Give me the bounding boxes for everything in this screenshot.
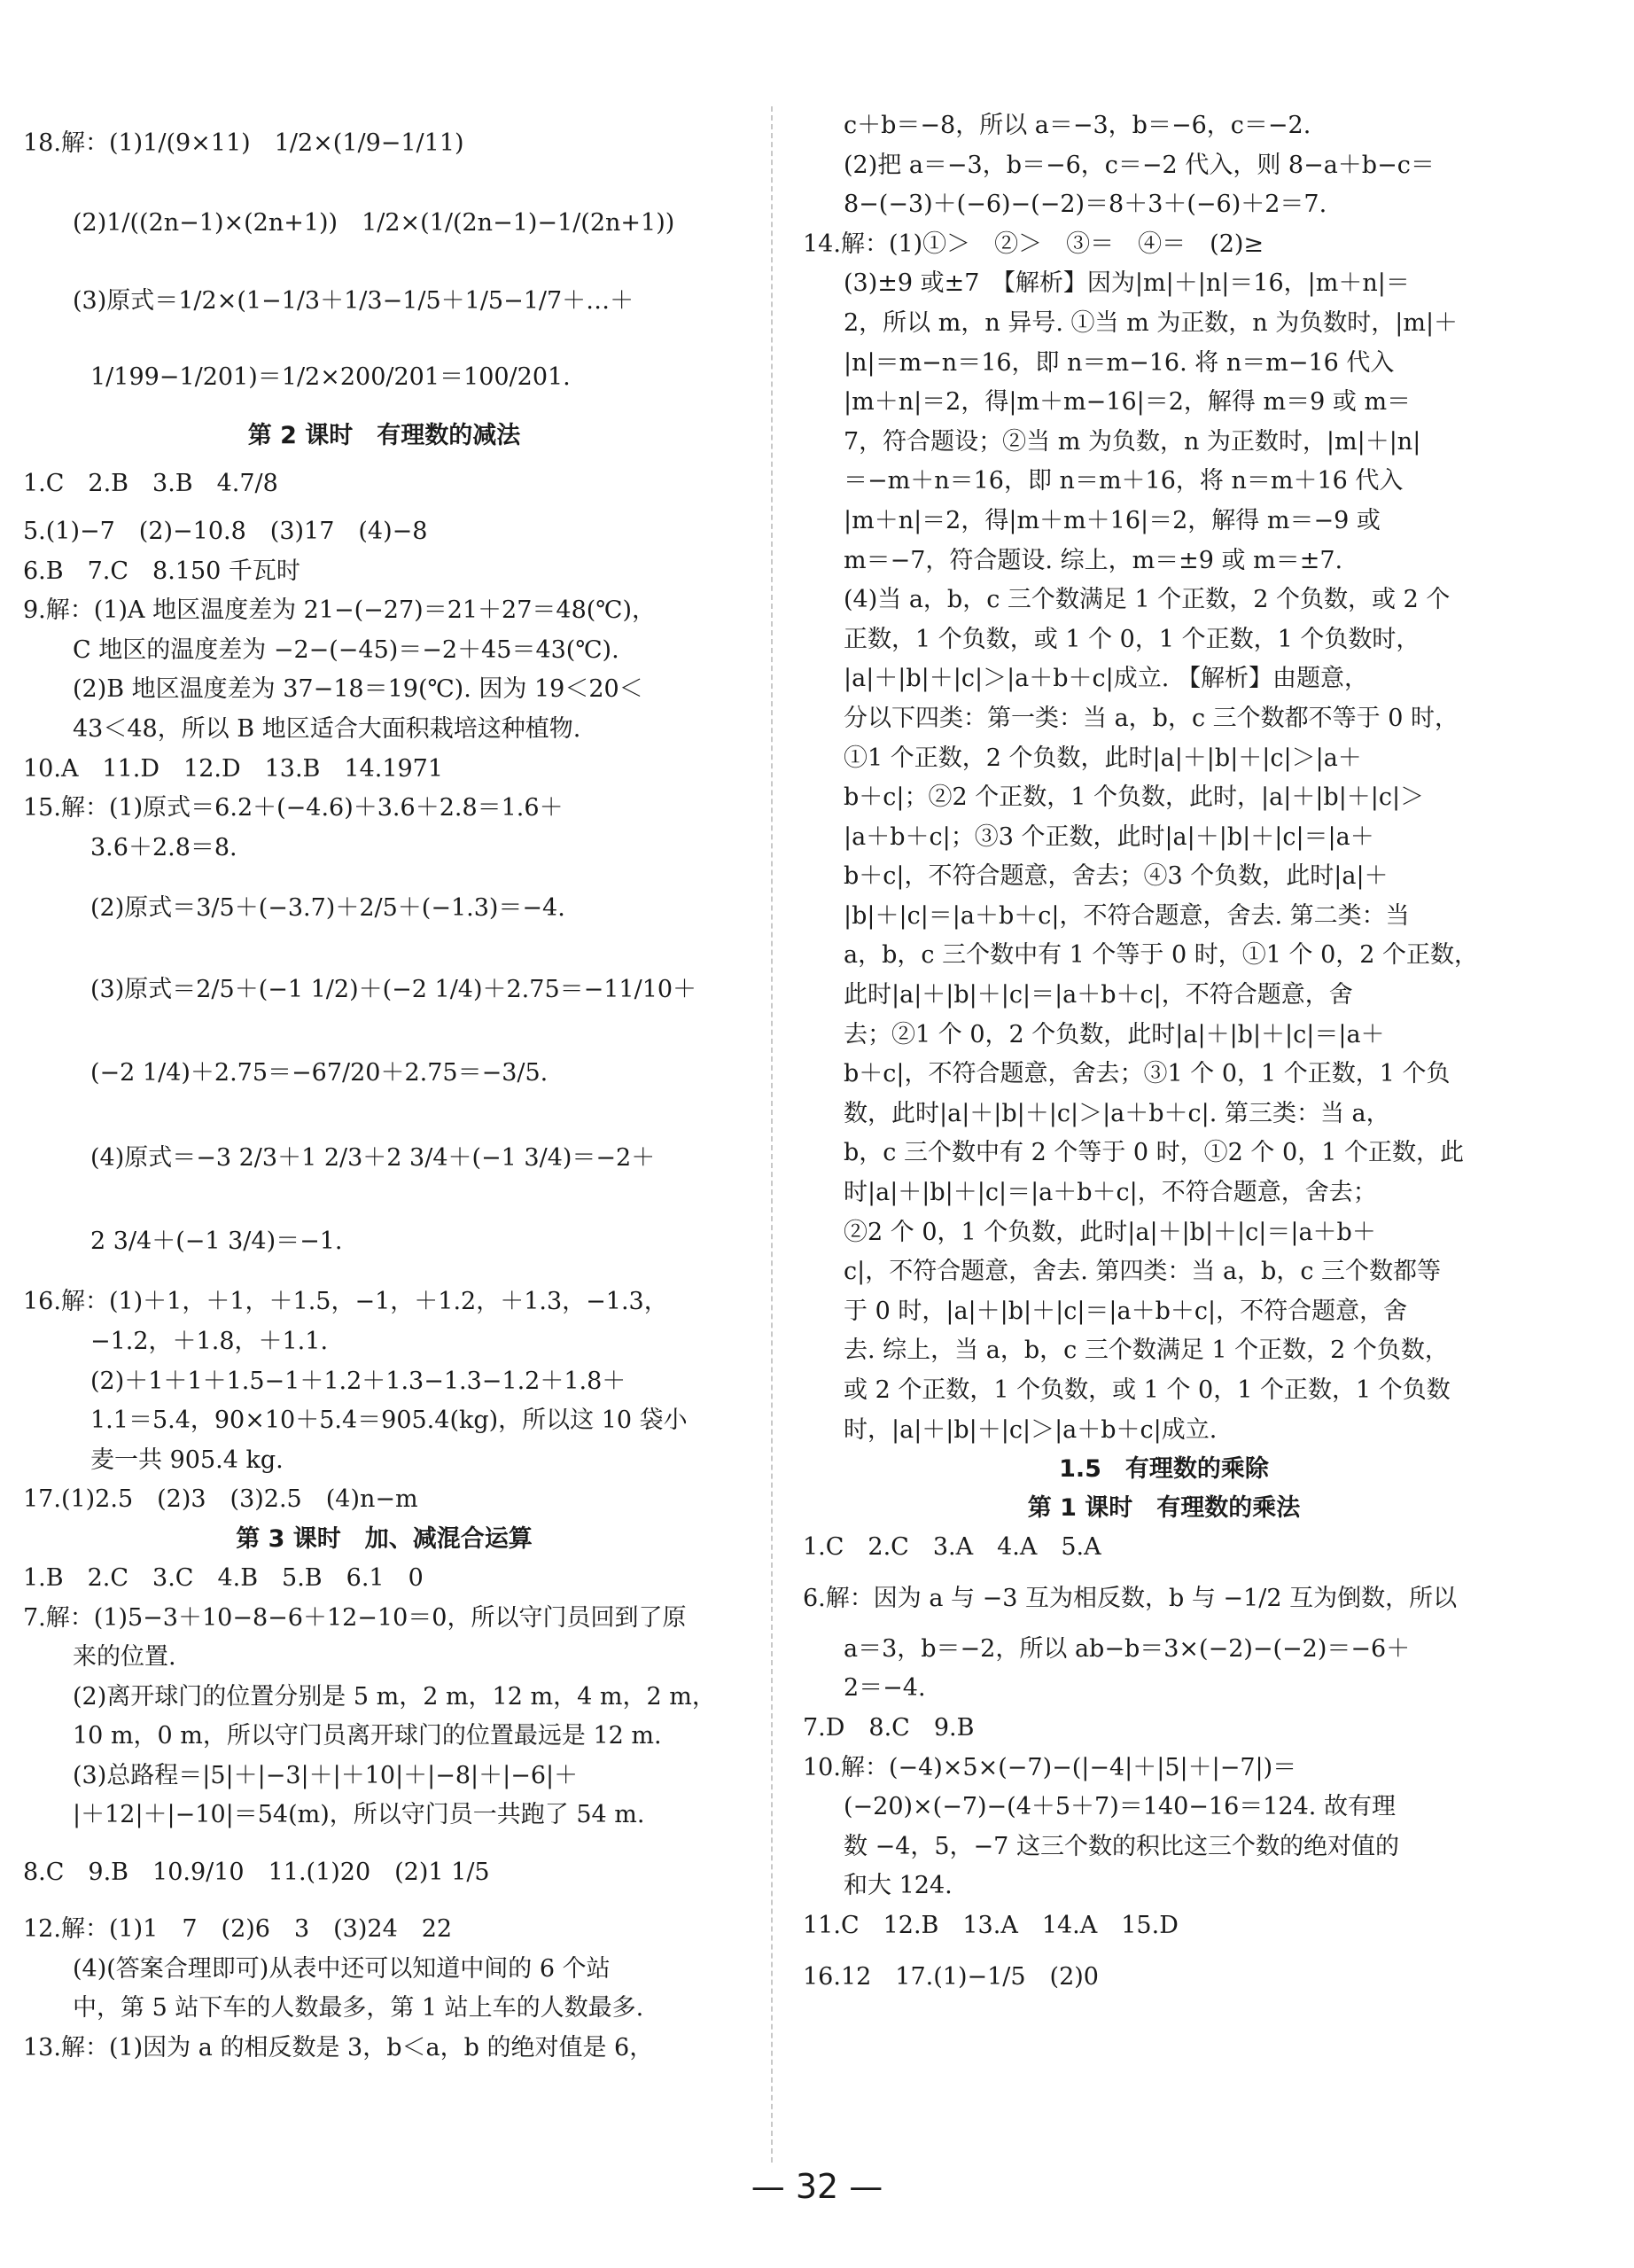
text-line: 1.B 2.C 3.C 4.B 5.B 6.1 0 <box>23 1563 424 1592</box>
text-line: 2 3/4＋(−1 3/4)＝−1. <box>90 1228 343 1256</box>
text-line: 17.(1)2.5 (2)3 (3)2.5 (4)n−m <box>23 1485 418 1514</box>
column-divider <box>771 106 773 2163</box>
text-line: 正数，1 个负数，或 1 个 0，1 个正数，1 个负数时， <box>844 625 1420 653</box>
text-line: b，c 三个数中有 2 个等于 0 时，①2 个 0，1 个正数，此 <box>844 1139 1464 1167</box>
text-line: 分以下四类：第一类：当 a，b，c 三个数都不等于 0 时， <box>844 704 1459 732</box>
text-line: 7，符合题设；②当 m 为负数，n 为正数时，|m|＋|n| <box>844 427 1421 456</box>
text-line: 16.解：(1)＋1，＋1，＋1.5，−1，＋1.2，＋1.3，−1.3， <box>23 1288 668 1316</box>
text-line: 去. 综上，当 a，b，c 三个数满足 1 个正数，2 个负数， <box>844 1337 1449 1365</box>
text-line: b＋c|；②2 个正数，1 个负数，此时，|a|＋|b|＋|c|＞ <box>844 783 1425 812</box>
text-line: 1.C 2.B 3.B 4.7/8 <box>23 470 278 497</box>
text-line: 麦一共 905.4 kg. <box>90 1446 284 1474</box>
text-line: (4)原式＝−3 2/3＋1 2/3＋2 3/4＋(−1 3/4)＝−2＋ <box>90 1144 656 1173</box>
text-line: 6.解：因为 a 与 −3 互为相反数，b 与 −1/2 互为倒数，所以 <box>803 1584 1458 1612</box>
text-line: |a＋b＋c|；③3 个正数，此时|a|＋|b|＋|c|＝|a＋ <box>844 822 1374 851</box>
text-line: 16.12 17.(1)−1/5 (2)0 <box>803 1962 1099 1991</box>
text-line: 10.A 11.D 12.D 13.B 14.1971 <box>23 754 444 783</box>
text-line: 此时|a|＋|b|＋|c|＝|a＋b＋c|，不符合题意，舍 <box>844 981 1353 1009</box>
text-line: 中，第 5 站下车的人数最多，第 1 站上车的人数最多. <box>73 1994 644 2022</box>
text-line: (3)±9 或±7 【解析】因为|m|＋|n|＝16，|m＋n|＝ <box>844 269 1410 298</box>
text-line: C 地区的温度差为 −2−(−45)＝−2＋45＝43(℃). <box>73 635 619 664</box>
text-line: (−20)×(−7)−(4＋5＋7)＝140−16＝124. 故有理 <box>844 1793 1396 1821</box>
text-line: (2)＋1＋1＋1.5−1＋1.2＋1.3−1.3−1.2＋1.8＋ <box>90 1367 626 1395</box>
text-line: 12.解：(1)1 7 (2)6 3 (3)24 22 <box>23 1915 453 1944</box>
text-line: ①1 个正数，2 个负数，此时|a|＋|b|＋|c|＞|a＋ <box>844 744 1362 772</box>
text-line: 来的位置. <box>73 1643 176 1672</box>
text-line: 8−(−3)＋(−6)−(−2)＝8＋3＋(−6)＋2＝7. <box>844 191 1327 219</box>
section-heading: 1.5 有理数的乘除 <box>1059 1455 1269 1484</box>
text-line: 2＝−4. <box>844 1674 926 1703</box>
text-line: 5.(1)−7 (2)−10.8 (3)17 (4)−8 <box>23 518 428 545</box>
text-line: 和大 124. <box>844 1872 953 1900</box>
text-line: (2)把 a＝−3，b＝−6，c＝−2 代入，则 8−a＋b−c＝ <box>844 151 1435 179</box>
text-line: (2)B 地区温度差为 37−18＝19(℃). 因为 19＜20＜ <box>73 675 643 704</box>
text-line: |m＋n|＝2，得|m＋m＋16|＝2，解得 m＝−9 或 <box>844 506 1381 534</box>
text-line: 14.解：(1)①＞ ②＞ ③＝ ④＝ (2)≥ <box>803 230 1264 258</box>
text-line: |＋12|＋|−10|＝54(m)，所以守门员一共跑了 54 m. <box>73 1801 645 1829</box>
text-line: 10 m，0 m，所以守门员离开球门的位置最远是 12 m. <box>73 1722 662 1750</box>
text-line: 1.1＝5.4，90×10＋5.4＝905.4(kg)，所以这 10 袋小 <box>90 1407 688 1435</box>
text-line: ②2 个 0，1 个负数，此时|a|＋|b|＋|c|＝|a＋b＋ <box>844 1218 1376 1246</box>
text-line: 于 0 时，|a|＋|b|＋|c|＝|a＋b＋c|，不符合题意，舍 <box>844 1297 1408 1325</box>
text-line: 1/199−1/201)＝1/2×200/201＝100/201. <box>90 363 571 391</box>
text-line: (−2 1/4)＋2.75＝−67/20＋2.75＝−3/5. <box>90 1059 549 1087</box>
text-line: 7.D 8.C 9.B <box>803 1713 975 1742</box>
text-line: 或 2 个正数，1 个负数，或 1 个 0，1 个正数，1 个负数 <box>844 1376 1451 1404</box>
text-line: 去；②1 个 0，2 个负数，此时|a|＋|b|＋|c|＝|a＋ <box>844 1020 1385 1048</box>
text-line: 8.C 9.B 10.9/10 11.(1)20 (2)1 1/5 <box>23 1859 490 1887</box>
left-column <box>23 105 745 2068</box>
text-line: 1.C 2.C 3.A 4.A 5.A <box>803 1533 1101 1562</box>
section-heading: 第 3 课时 加、减混合运算 <box>236 1524 533 1553</box>
text-line: ＝−m＋n＝16，即 n＝m＋16，将 n＝m＋16 代入 <box>844 467 1404 495</box>
text-line: 43＜48，所以 B 地区适合大面积栽培这种植物. <box>73 714 581 743</box>
text-line: (3)原式＝1/2×(1−1/3＋1/3−1/5＋1/5−1/7＋…＋ <box>73 287 634 315</box>
text-line: 11.C 12.B 13.A 14.A 15.D <box>803 1911 1179 1939</box>
text-line: b＋c|，不符合题意，舍去；③1 个 0，1 个正数，1 个负 <box>844 1060 1451 1088</box>
text-line: 数 −4，5，−7 这三个数的积比这三个数的绝对值的 <box>844 1832 1399 1860</box>
section-heading: 第 2 课时 有理数的减法 <box>247 422 521 449</box>
text-line: |b|＋|c|＝|a＋b＋c|，不符合题意，舍去. 第二类：当 <box>844 901 1410 930</box>
text-line: 18.解：(1)1/(9×11) 1/2×(1/9−1/11) <box>23 129 464 157</box>
right-column <box>803 106 1525 2008</box>
text-line: 数，此时|a|＋|b|＋|c|＞|a＋b＋c|. 第三类：当 a， <box>844 1099 1390 1127</box>
text-line: a，b，c 三个数中有 1 个等于 0 时，①1 个 0，2 个正数， <box>844 941 1479 970</box>
text-line: 9.解：(1)A 地区温度差为 21−(−27)＝21＋27＝48(℃)， <box>23 596 657 625</box>
text-line: 13.解：(1)因为 a 的相反数是 3，b＜a，b 的绝对值是 6， <box>23 2033 654 2061</box>
text-line: b＋c|，不符合题意，舍去；④3 个负数，此时|a|＋ <box>844 862 1389 891</box>
text-line: 时|a|＋|b|＋|c|＝|a＋b＋c|，不符合题意，舍去； <box>844 1179 1377 1207</box>
text-line: (3)原式＝2/5＋(−1 1/2)＋(−2 1/4)＋2.75＝−11/10＋ <box>90 976 697 1004</box>
section-heading: 第 1 课时 有理数的乘法 <box>1027 1494 1301 1523</box>
text-line: 15.解：(1)原式＝6.2＋(−4.6)＋3.6＋2.8＝1.6＋ <box>23 794 564 822</box>
text-line: 3.6＋2.8＝8. <box>90 833 237 861</box>
text-line: (4)当 a，b，c 三个数满足 1 个正数，2 个负数，或 2 个 <box>844 586 1451 614</box>
text-line: 时，|a|＋|b|＋|c|＞|a＋b＋c|成立. <box>844 1415 1218 1444</box>
text-line: m＝−7，符合题设. 综上，m＝±9 或 m＝±7. <box>844 546 1343 574</box>
text-line: |n|＝m−n＝16，即 n＝m−16. 将 n＝m−16 代入 <box>844 348 1395 377</box>
text-line: 6.B 7.C 8.150 千瓦时 <box>23 557 300 585</box>
text-line: (2)1/((2n−1)×(2n+1)) 1/2×(1/(2n−1)−1/(2n+1)) <box>73 209 675 237</box>
text-line: |a|＋|b|＋|c|＞|a＋b＋c|成立. 【解析】由题意， <box>844 665 1368 693</box>
text-line: (3)总路程＝|5|＋|−3|＋|＋10|＋|−8|＋|−6|＋ <box>73 1761 579 1789</box>
text-line: (2)原式＝3/5＋(−3.7)＋2/5＋(−1.3)＝−4. <box>90 894 565 923</box>
text-line: c＋b＝−8，所以 a＝−3，b＝−6，c＝−2. <box>844 112 1311 139</box>
text-line: 7.解：(1)5−3＋10−8−6＋12−10＝0，所以守门员回到了原 <box>23 1603 687 1632</box>
text-line: a＝3，b＝−2，所以 ab−b＝3×(−2)−(−2)＝−6＋ <box>844 1634 1411 1663</box>
text-line: (4)(答案合理即可)从表中还可以知道中间的 6 个站 <box>73 1954 611 1983</box>
text-line: 10.解：(−4)×5×(−7)−(|−4|＋|5|＋|−7|)＝ <box>803 1753 1297 1781</box>
text-line: −1.2，＋1.8，＋1.1. <box>90 1327 329 1355</box>
page-number: — 32 — <box>751 2167 883 2206</box>
text-line: 2，所以 m，n 异号. ①当 m 为正数，n 为负数时，|m|＋ <box>844 308 1459 337</box>
text-line: c|，不符合题意，舍去. 第四类：当 a，b，c 三个数都等 <box>844 1258 1442 1286</box>
text-line: (2)离开球门的位置分别是 5 m，2 m，12 m，4 m，2 m， <box>73 1682 716 1711</box>
text-line: |m＋n|＝2，得|m＋m−16|＝2，解得 m＝9 或 m＝ <box>844 388 1412 417</box>
